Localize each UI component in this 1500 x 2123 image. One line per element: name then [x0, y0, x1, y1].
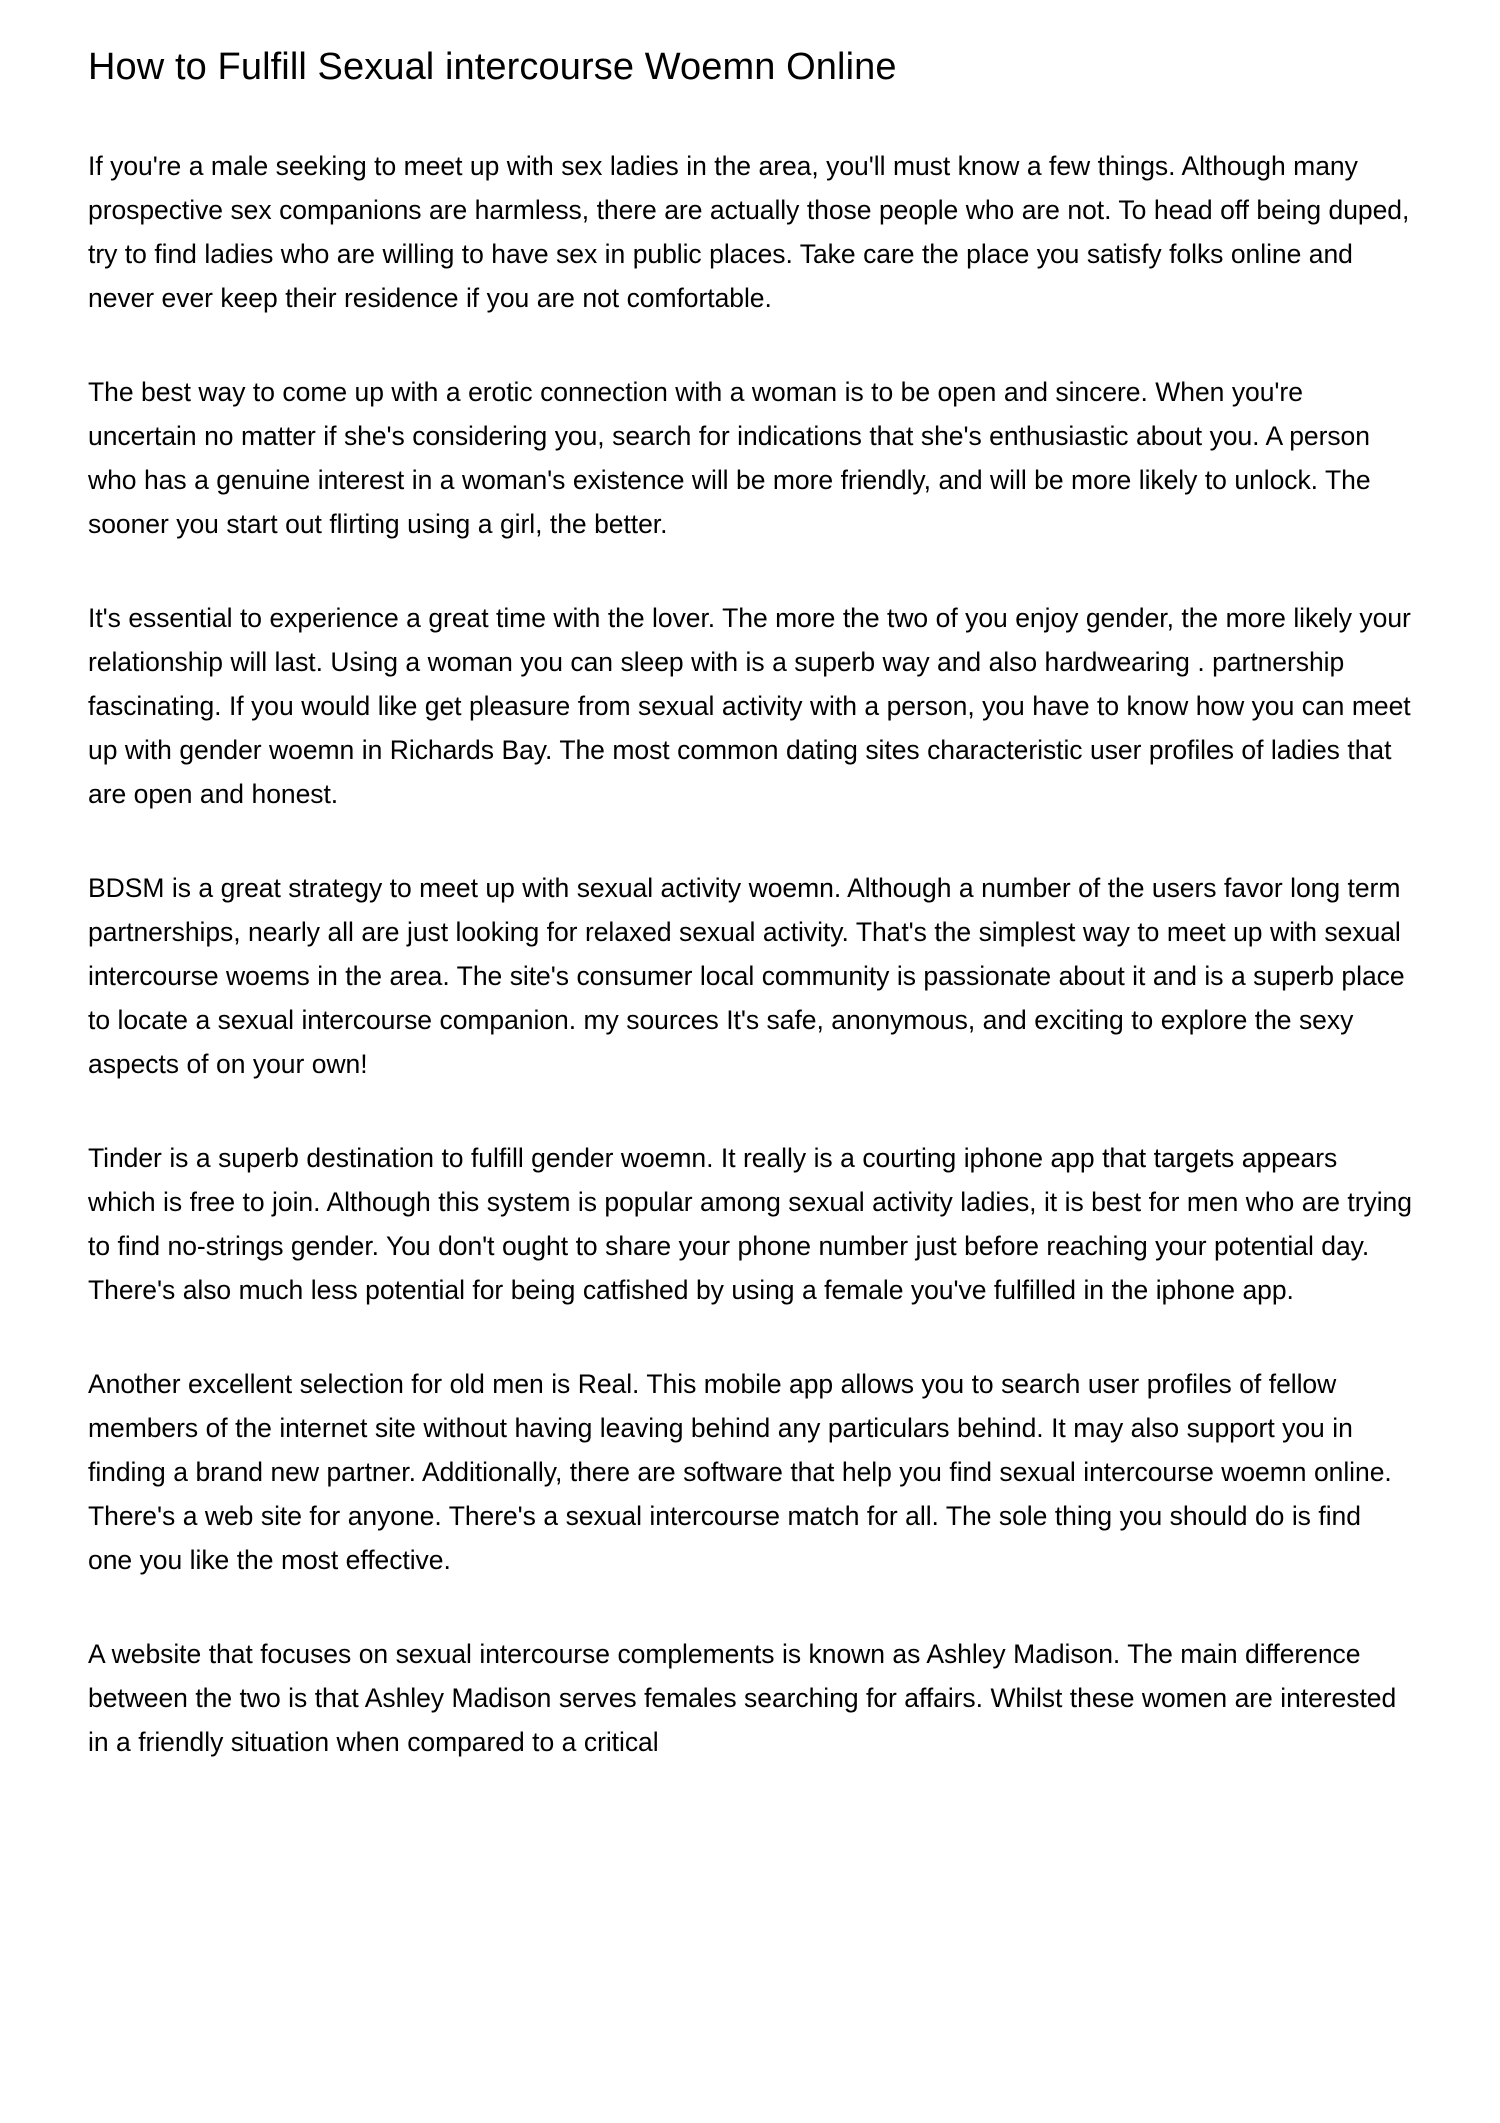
article-body — [88, 144, 1412, 1764]
paragraph-7: A website that focuses on sexual intercourse complements is known as Ashley Madison. The main difference between the two is that Ashley Madison serves females searching for affairs. Whilst these women are interested in a friendly situation when compared to a critical — [88, 1638, 1397, 1757]
paragraph-2: The best way to come up with a erotic connection with a woman is to be open and sincere. When you're uncertain no matter if she's considering you, search for indications that she's enthusiastic about you. A person who has a genuine interest in a woman's existence will be more friendly, and will be more likely to unlock. The sooner you start out flirting using a girl, the better. — [88, 376, 1371, 539]
page-title: How to Fulfill Sexual intercourse Woemn Online — [88, 46, 897, 88]
paragraph-3: It's essential to experience a great time with the lover. The more the two of you enjoy gender, the more likely your relationship will last. Using a woman you can sleep with is a superb way and also hardwearing . partnership fascinating. If you would like get pleasure from sexual activity with a person, you have to know how you can meet up with gender woemn in Richards Bay. The most common dating sites characteristic user profiles of ladies that are open and honest. — [88, 602, 1411, 809]
paragraph-6: Another excellent selection for old men is Real. This mobile app allows you to search user profiles of fellow members of the internet site without having leaving behind any particulars behind. It may also support you in finding a brand new partner. Additionally, there are software that help you find sexual intercourse woemn online. There's a web site for anyone. There's a sexual intercourse match for all. The sole thing you should do is find one you like the most effective. — [88, 1368, 1392, 1575]
paragraph-1: If you're a male seeking to meet up with sex ladies in the area, you'll must know a few things. Although many prospective sex companions are harmless, there are actually those people who are not. To head off being duped, try to find ladies who are willing to have sex in public places. Take care the place you satisfy folks online and never ever keep their residence if you are not comfortable. — [88, 150, 1410, 313]
paragraph-5: Tinder is a superb destination to fulfill gender woemn. It really is a courting iphone app that targets appears which is free to join. Although this system is popular among sexual activity ladies, it is best for men who are trying to find no-strings gender. You don't ought to share your phone number just before reaching your potential day. There's also much less potential for being catfished by using a female you've fulfilled in the iphone app. — [88, 1142, 1412, 1305]
paragraph-4: BDSM is a great strategy to meet up with sexual activity woemn. Although a number of the users favor long term partnerships, nearly all are just looking for relaxed sexual activity. That's the simplest way to meet up with sexual intercourse woems in the area. The site's consumer local community is passionate about it and is a superb place to locate a sexual intercourse companion. my sources It's safe, anonymous, and exciting to explore the sexy aspects of on your own! — [88, 872, 1405, 1079]
document-content — [88, 0, 1412, 1764]
